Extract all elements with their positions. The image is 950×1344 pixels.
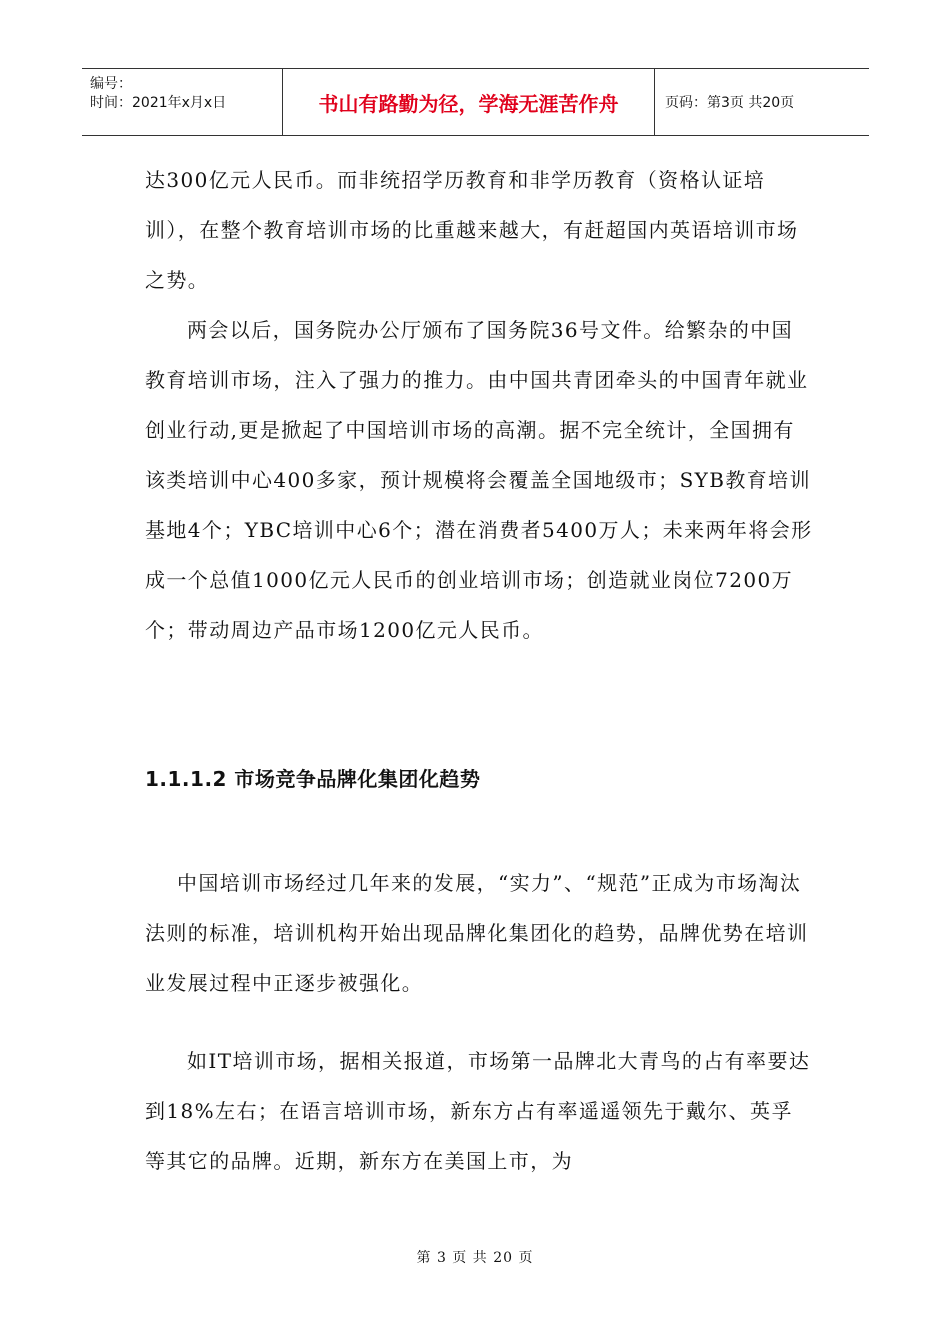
paragraph-3: 中国培训市场经过几年来的发展，“实力”、“规范”正成为市场淘汰法则的标准，培训机构开始出现品牌化集团化的趋势，品牌优势在培训业发展过程中正逐步被强化。	[145, 871, 809, 995]
section-heading: 1.1.1.2 市场竞争品牌化集团化趋势	[145, 767, 481, 791]
document-number-label: 编号：	[90, 76, 132, 92]
page-footer: 第 3 页 共 20 页	[416, 1250, 534, 1266]
paragraph-4: 如IT培训市场，据相关报道，市场第一品牌北大青鸟的占有率要达到18%左右；在语言培训市场，新东方占有率遥遥领先于戴尔、英孚等其它的品牌。近期，新东方在美国上市，为	[145, 1049, 811, 1173]
document-header	[82, 68, 869, 136]
header-meta	[82, 69, 282, 135]
document-date: 时间：2021年x月x日	[90, 95, 227, 111]
body-section-2	[145, 858, 813, 1186]
header-motto: 书山有路勤为径，学海无涯苦作舟	[282, 69, 655, 135]
paragraph-2: 两会以后，国务院办公厅颁布了国务院36号文件。给繁杂的中国教育培训市场，注入了强力的推力。由中国共青团牵头的中国青年就业创业行动,更是掀起了中国培训市场的高潮。据不完全统计，全国拥有该类培训中心400多家，预计规模将会覆盖全国地级市；SYB教育培训基地4个；YBC培训中心6个；潜在消费者5400万人；未来两年将会形成一个总值1000亿元人民币的创业培训市场；创造就业岗位7200万个；带动周边产品市场1200亿元人民币。	[145, 318, 813, 642]
header-page-code: 页码：第3页 共20页	[665, 95, 795, 111]
body-section-1	[145, 155, 813, 655]
paragraph-1: 达300亿元人民币。而非统招学历教育和非学历教育（资格认证培训），在整个教育培训市场的比重越来越大，有赶超国内英语培训市场之势。	[145, 168, 799, 292]
